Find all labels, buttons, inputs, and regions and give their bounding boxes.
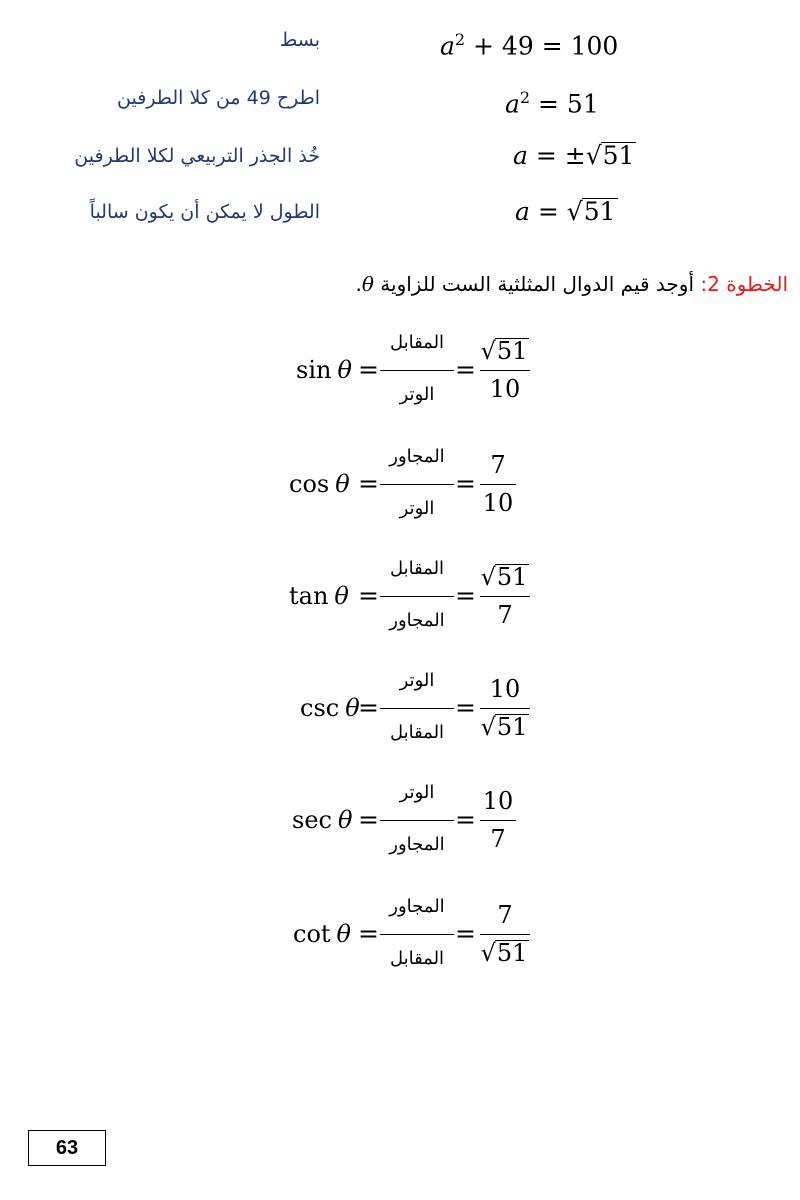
word-fraction [380,772,454,868]
equals-sign: = [455,469,476,498]
equation-rest: + 49 = 100 [465,31,619,61]
step-row-subtract [0,78,800,118]
fraction-bar [480,370,530,371]
trig-function [300,690,360,726]
word-numerator: المجاور [389,896,445,917]
fraction-bar [380,370,454,371]
trig-function [289,578,349,614]
equals-sign: = [358,469,379,498]
word-denominator: المجاور [389,610,445,631]
theta-symbol: θ [337,806,353,834]
equals-sign: = [455,805,476,834]
trig-row-cot [0,886,800,982]
word-denominator: المجاور [389,834,445,855]
trig-row-tan [0,548,800,644]
step2-end: . [355,272,362,296]
fraction-bar [480,820,516,821]
square-root: √51 [585,141,635,170]
trig-function-name: sec [292,806,332,834]
theta-symbol: θ [361,272,374,296]
equation-operator: = ± [527,141,586,170]
square-root: √51 [480,713,528,741]
page-number: 63 [28,1130,106,1166]
equals-sign: = [455,693,476,722]
value-numerator: 10 [489,675,521,703]
trig-function-name: cot [293,920,331,948]
theta-symbol: θ [334,582,349,610]
fraction-bar [480,484,516,485]
step-note: الطول لا يمكن أن يكون سالباً [89,201,320,223]
word-denominator: المقابل [389,948,445,969]
trig-function [289,466,350,502]
radicand: 51 [602,141,635,170]
fraction-bar [480,596,530,597]
equals-sign: = [358,919,379,948]
step-row-sqrt [0,136,800,176]
trig-function-name: tan [289,582,329,610]
equals-sign: = [358,805,379,834]
value-denominator: 10 [489,375,521,403]
value-fraction [480,322,530,418]
trig-function-name: csc [300,694,340,722]
value-numerator: 10 [482,787,514,815]
square-root: √51 [480,939,528,967]
theta-symbol: θ [337,356,352,384]
theta-symbol: θ [336,920,351,948]
step-equation [440,20,618,66]
word-numerator: المجاور [389,446,445,467]
equals-sign: = [358,581,379,610]
value-numerator [480,562,530,592]
value-fraction [480,436,516,532]
value-fraction [480,660,530,756]
trig-function [292,802,352,838]
step2-text: أوجد قيم الدوال المثلثية الست للزاوية [380,272,695,296]
theta-symbol: θ [335,470,350,498]
equals-sign: = [455,581,476,610]
radicand: 51 [496,939,528,967]
word-numerator: المقابل [389,558,445,579]
word-fraction [380,322,454,418]
equals-sign: = [455,919,476,948]
trig-row-sin [0,322,800,418]
equals-sign: = [455,355,476,384]
step-equation [513,136,636,176]
value-numerator: 7 [497,901,513,929]
fraction-bar [380,596,454,597]
exponent: 2 [454,30,466,49]
radicand: 51 [583,197,616,226]
value-denominator [480,938,530,968]
step-note: خُذ الجذر التربيعي لكلا الطرفين [74,145,320,167]
fraction-bar [380,820,454,821]
word-numerator: الوتر [399,670,435,691]
equals-sign: = [358,355,379,384]
word-fraction [380,548,454,644]
trig-row-csc [0,660,800,756]
word-numerator: المقابل [389,332,445,353]
theta-symbol: θ [345,694,360,722]
step-note: اطرح 49 من كلا الطرفين [117,87,320,109]
variable-a: a [513,141,528,170]
trig-function-name: cos [289,470,330,498]
square-root: √51 [480,563,528,591]
variable-a: a [440,31,455,61]
square-root: √51 [566,197,616,226]
value-numerator [480,336,530,366]
equation-operator: = [529,197,567,226]
step-row-positive [0,192,800,232]
fraction-bar [380,934,454,935]
equals-sign: = [358,693,379,722]
value-denominator: 7 [497,601,513,629]
value-denominator [480,712,530,742]
word-fraction [380,436,454,532]
radicand: 51 [496,337,528,365]
value-numerator: 7 [490,451,506,479]
value-fraction [480,548,530,644]
step-row-simplify [0,20,800,60]
value-fraction [480,772,516,868]
equation-rest: = 51 [530,89,599,119]
word-fraction [380,660,454,756]
value-denominator: 7 [490,825,506,853]
radicand: 51 [496,713,528,741]
value-fraction [480,886,530,982]
fraction-bar [480,708,530,709]
trig-function-name: sin [296,356,332,384]
variable-a: a [515,197,530,226]
exponent: 2 [519,88,531,107]
fraction-bar [380,484,454,485]
fraction-bar [480,934,530,935]
word-fraction [380,886,454,982]
fraction-bar [380,708,454,709]
word-denominator: الوتر [399,498,435,519]
trig-row-cos [0,436,800,532]
value-denominator: 10 [482,489,514,517]
step2-heading [356,266,788,302]
trig-function [293,916,351,952]
step-equation [505,78,599,124]
word-denominator: الوتر [399,384,435,405]
word-numerator: الوتر [399,782,435,803]
trig-row-sec [0,772,800,868]
step-note: بسط [279,29,320,51]
variable-a: a [505,89,520,119]
radicand: 51 [496,563,528,591]
word-denominator: المقابل [389,722,445,743]
step-equation [515,192,618,232]
trig-function [296,352,352,388]
square-root: √51 [480,337,528,365]
step2-label: الخطوة 2: [700,272,788,296]
